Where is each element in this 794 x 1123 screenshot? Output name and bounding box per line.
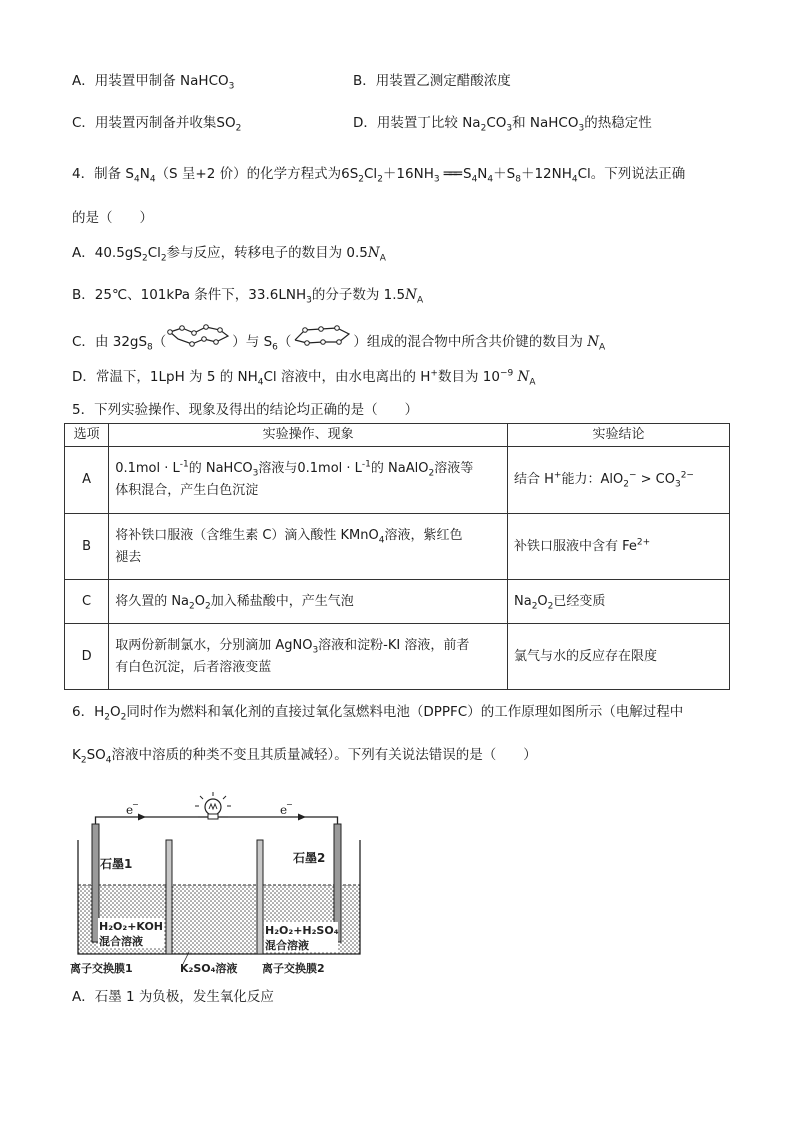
q4-option-d[interactable] bbox=[72, 367, 536, 387]
subscript: 2 bbox=[623, 479, 629, 490]
subscript: 4 bbox=[133, 174, 140, 185]
option-text: 的分子数为 1.5 bbox=[311, 287, 406, 303]
superscript: − bbox=[628, 470, 637, 481]
option-text: 用装置丁比较 Na bbox=[376, 115, 481, 131]
stem-text: ＋12NH bbox=[520, 166, 572, 182]
membrane-1-label: 离子交换膜1 bbox=[70, 962, 133, 975]
electron-flow-arrow-right bbox=[298, 814, 306, 821]
avogadro-symbol: N bbox=[367, 245, 380, 261]
row-conclusion bbox=[507, 447, 729, 514]
stem-text: SO bbox=[86, 747, 106, 763]
row-operation bbox=[109, 580, 508, 624]
ion-exchange-membrane-1 bbox=[166, 840, 172, 954]
option-letter: B． bbox=[353, 73, 376, 89]
subscript: 2 bbox=[358, 174, 364, 185]
subscript: 2 bbox=[104, 712, 110, 723]
row-option: A bbox=[65, 447, 109, 514]
stem-text: N bbox=[139, 166, 150, 182]
subscript: 8 bbox=[515, 174, 521, 185]
row-conclusion bbox=[507, 580, 729, 624]
left-solution-label: H₂O₂+KOH bbox=[99, 920, 163, 933]
table-row-c bbox=[65, 580, 730, 624]
electron-flow-arrow-left bbox=[138, 814, 146, 821]
cell-text: O bbox=[537, 593, 548, 609]
header-option: 选项 bbox=[65, 424, 109, 447]
right-solution-label: H₂O₂+H₂SO₄ bbox=[265, 924, 339, 937]
cell-text: 的 NaHCO bbox=[188, 461, 253, 476]
operation-line: 有白色沉淀，后者溶液变蓝 bbox=[115, 659, 272, 675]
s8-ring-structure bbox=[166, 335, 232, 349]
stem-text: ＋S bbox=[493, 166, 516, 182]
row-conclusion bbox=[507, 514, 729, 580]
subscript: 4 bbox=[487, 174, 494, 185]
electron-label-left: e bbox=[126, 803, 134, 817]
option-letter: B． bbox=[72, 287, 95, 303]
q4-option-a[interactable] bbox=[72, 243, 386, 263]
option-text: Cl 溶液中，由水电离出的 H bbox=[263, 369, 431, 385]
option-letter: D． bbox=[353, 115, 377, 131]
subscript: 4 bbox=[105, 755, 112, 766]
subscript: 3 bbox=[312, 645, 319, 656]
subscript: 2 bbox=[120, 712, 127, 723]
subscript: A bbox=[379, 253, 386, 264]
operation-line: 褪去 bbox=[115, 549, 142, 565]
subscript: 6 bbox=[272, 342, 278, 353]
graphite-2-label: 石墨2 bbox=[293, 851, 326, 865]
q3-option-a[interactable] bbox=[72, 71, 234, 91]
option-letter: A． bbox=[72, 245, 95, 261]
subscript: 4 bbox=[471, 174, 478, 185]
cell-text: 加入稀盐酸中，产生气泡 bbox=[210, 593, 354, 609]
subscript: A bbox=[599, 342, 606, 353]
cell-text: 补铁口服液中含有 Fe bbox=[513, 538, 637, 554]
option-text: 用装置乙测定醋酸浓度 bbox=[375, 73, 511, 89]
subscript: 2 bbox=[80, 755, 87, 766]
table-header-row bbox=[65, 424, 730, 447]
cell-text: 将补铁口服液（含维生素 C）滴入酸性 KMnO bbox=[115, 527, 379, 543]
avogadro-symbol: N bbox=[517, 369, 530, 385]
option-text: ）组成的混合物中所含共价键的数目为 bbox=[353, 334, 583, 350]
avogadro-symbol: N bbox=[587, 334, 599, 350]
subscript: 3 bbox=[252, 468, 259, 479]
superscript: −9 bbox=[499, 368, 514, 379]
graphite-1-label: 石墨1 bbox=[100, 857, 133, 871]
header-operation: 实验操作、现象 bbox=[109, 424, 508, 447]
cell-text: 0.1mol · L bbox=[115, 461, 180, 476]
external-wire-left bbox=[96, 817, 199, 824]
q6-stem-line2 bbox=[72, 745, 537, 765]
subscript: 2 bbox=[428, 468, 435, 479]
option-text: Cl bbox=[147, 245, 161, 261]
option-text: 常温下，1LpH 为 5 的 NH bbox=[95, 369, 258, 385]
cell-text: 的 NaAlO bbox=[370, 461, 429, 476]
superscript: -1 bbox=[361, 459, 371, 470]
subscript: 3 bbox=[674, 479, 681, 490]
question-number: 4． bbox=[72, 166, 95, 182]
subscript: 2 bbox=[141, 253, 148, 264]
row-conclusion: 氯气与水的反应存在限度 bbox=[507, 624, 729, 690]
option-text: ）与 S bbox=[232, 334, 273, 350]
operation-line: 体积混合，产生白色沉淀 bbox=[115, 483, 259, 498]
q4-stem-continued: 的是（ ） bbox=[72, 210, 153, 226]
row-operation bbox=[109, 447, 508, 514]
s6-ring-icon bbox=[291, 322, 353, 350]
q3-option-c[interactable] bbox=[72, 113, 241, 133]
option-text: 参与反应，转移电子的数目为 0.5 bbox=[166, 245, 368, 261]
q3-option-b[interactable] bbox=[353, 71, 511, 91]
option-letter: C． bbox=[72, 115, 95, 131]
option-letter: C． bbox=[72, 334, 95, 350]
q6-stem-line1 bbox=[72, 702, 683, 722]
row-operation bbox=[109, 624, 508, 690]
option-text: 40.5gS bbox=[94, 245, 142, 261]
table-row-b bbox=[65, 514, 730, 580]
cell-text: 溶液等 bbox=[434, 461, 474, 476]
subscript: 4 bbox=[257, 377, 264, 388]
option-text: 的热稳定性 bbox=[584, 115, 652, 131]
cell-text: 已经变质 bbox=[553, 593, 606, 609]
subscript: 8 bbox=[147, 342, 153, 353]
light-bulb-icon bbox=[195, 792, 231, 819]
option-text: （ bbox=[277, 334, 292, 350]
option-text: 数目为 10 bbox=[437, 369, 500, 385]
row-operation bbox=[109, 514, 508, 580]
subscript: 2 bbox=[480, 123, 487, 134]
ion-exchange-membrane-2 bbox=[257, 840, 263, 954]
electron-charge-left: − bbox=[132, 800, 139, 809]
operation-line bbox=[115, 525, 501, 547]
operation-line bbox=[115, 458, 501, 480]
cell-text: 溶液，紫红色 bbox=[384, 527, 463, 543]
external-wire-right bbox=[228, 817, 338, 824]
superscript: 2− bbox=[680, 470, 694, 481]
subscript: 2 bbox=[531, 601, 538, 612]
q3-option-d[interactable] bbox=[353, 113, 652, 133]
subscript: 2 bbox=[189, 601, 195, 612]
superscript: 2+ bbox=[636, 537, 651, 548]
avogadro-symbol: N bbox=[405, 287, 417, 303]
q4-stem bbox=[72, 164, 685, 184]
fuel-cell-diagram bbox=[68, 790, 368, 980]
cell-text: 溶液与0.1mol · L bbox=[258, 461, 362, 476]
graphite-electrode-1 bbox=[92, 824, 99, 942]
cell-text: 取两份新制氯水，分别滴加 AgNO bbox=[115, 637, 313, 653]
subscript: A bbox=[529, 377, 536, 388]
option-text: 25℃、101kPa 条件下，33.6LNH bbox=[94, 287, 307, 303]
stem-text: N bbox=[477, 166, 488, 182]
option-letter: D． bbox=[72, 369, 96, 385]
subscript: 2 bbox=[204, 601, 211, 612]
cell-text: 溶液和淀粉-KI 溶液，前者 bbox=[318, 637, 470, 653]
stem-text: （S 呈+2 价）的化学方程式为6S bbox=[155, 166, 359, 182]
subscript: 2 bbox=[377, 174, 383, 185]
right-solution-label-2: 混合溶液 bbox=[265, 939, 309, 952]
cell-text: 将久置的 Na bbox=[115, 593, 190, 609]
row-option: C bbox=[65, 580, 109, 624]
q5-stem: 5．下列实验操作、现象及得出的结论均正确的是（ ） bbox=[72, 402, 419, 418]
stem-text: 同时作为燃料和氧化剂的直接过氧化氢燃料电池（DPPFC）的工作原理如图所示（电解过程中 bbox=[126, 704, 684, 720]
electron-charge-right: − bbox=[286, 800, 293, 809]
option-text: 用装置丙制备并收集SO bbox=[94, 115, 236, 131]
header-conclusion: 实验结论 bbox=[507, 424, 729, 447]
subscript: 3 bbox=[228, 81, 235, 92]
subscript: 4 bbox=[378, 535, 385, 546]
subscript: 2 bbox=[547, 601, 554, 612]
stem-text: ＋16NH bbox=[382, 166, 434, 182]
subscript: 4 bbox=[571, 174, 578, 185]
option-text: 和 NaHCO bbox=[512, 115, 579, 131]
row-option: B bbox=[65, 514, 109, 580]
subscript: A bbox=[416, 295, 424, 306]
left-solution-label-2: 混合溶液 bbox=[99, 935, 143, 948]
cell-text: 能力：AlO bbox=[561, 472, 624, 487]
stem-text: Cl bbox=[364, 166, 378, 182]
s8-ring-icon bbox=[166, 322, 232, 350]
operation-line bbox=[115, 635, 501, 657]
subscript: 3 bbox=[433, 174, 440, 185]
stem-text: K bbox=[72, 747, 81, 763]
cell-text: Na bbox=[513, 593, 532, 609]
q4-option-b[interactable] bbox=[72, 285, 423, 305]
q4-option-c[interactable] bbox=[72, 332, 605, 352]
subscript: 3 bbox=[578, 123, 585, 134]
experiment-table bbox=[64, 423, 730, 690]
subscript: 3 bbox=[506, 123, 513, 134]
table-row-d bbox=[65, 624, 730, 690]
reaction-arrow: ═══ bbox=[443, 166, 459, 182]
electron-label-right: e bbox=[280, 803, 288, 817]
option-text: 用装置甲制备 NaHCO bbox=[94, 73, 229, 89]
superscript: + bbox=[553, 470, 562, 481]
stem-text: O bbox=[109, 704, 121, 720]
option-text: （ bbox=[152, 334, 167, 350]
k2so4-label: K₂SO₄溶液 bbox=[180, 962, 238, 975]
superscript: + bbox=[430, 368, 438, 379]
stem-text: S bbox=[462, 166, 472, 182]
row-option: D bbox=[65, 624, 109, 690]
stem-text: 6．H bbox=[72, 704, 105, 720]
superscript: -1 bbox=[179, 459, 189, 470]
subscript: 2 bbox=[235, 123, 242, 134]
cell-text: 结合 H bbox=[513, 472, 554, 487]
subscript: 2 bbox=[160, 253, 167, 264]
subscript: 3 bbox=[306, 295, 312, 306]
stem-text: 制备 S bbox=[94, 166, 134, 182]
stem-text: 溶液中溶质的种类不变且其质量减轻）。下列有关说法错误的是（ ） bbox=[111, 747, 537, 763]
s6-ring-structure bbox=[291, 335, 353, 349]
option-text: CO bbox=[486, 115, 507, 131]
option-text: 由 32gS bbox=[94, 334, 148, 350]
table-row-a bbox=[65, 447, 730, 514]
membrane-2-label: 离子交换膜2 bbox=[262, 962, 325, 975]
option-letter: A． bbox=[72, 73, 95, 89]
subscript: 4 bbox=[149, 174, 156, 185]
q6-option-a[interactable]: A．石墨 1 为负极，发生氧化反应 bbox=[72, 989, 274, 1005]
cell-text: > CO bbox=[636, 472, 675, 487]
stem-text: Cl。下列说法正确 bbox=[577, 166, 686, 182]
cell-text: O bbox=[194, 593, 205, 609]
